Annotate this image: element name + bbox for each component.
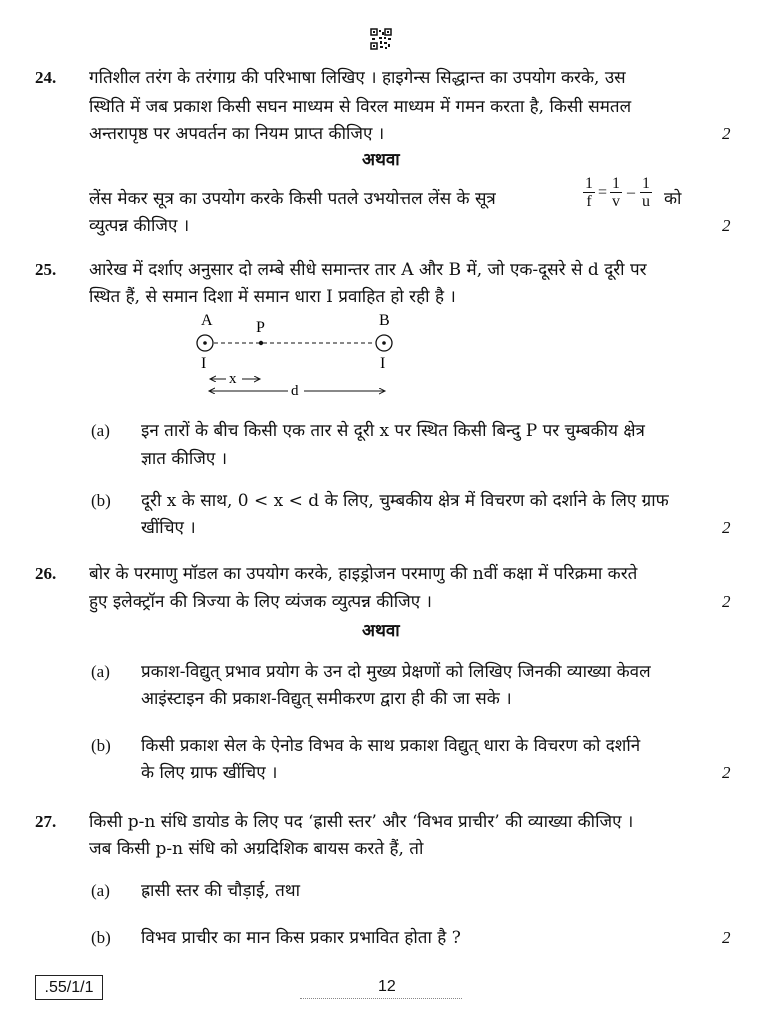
question-text-line: ह्रासी स्तर की चौड़ाई, तथा xyxy=(141,881,301,901)
question-text-line: स्थित हैं, से समान दिशा में समान धारा I प्रवाहित हो रही है । xyxy=(89,287,456,307)
question-text-line: किसी p-n संधि डायोड के लिए पद ‘ह्रासी स्तर’ और ‘विभव प्राचीर’ की व्याख्या कीजिए । xyxy=(89,812,634,832)
subpart-label: (a) xyxy=(91,881,110,900)
question-text-line: किसी प्रकाश सेल के ऐनोड विभव के साथ प्रकाश विद्युत् धारा के विचरण को दर्शाने xyxy=(141,736,641,756)
wire-b-dot xyxy=(382,341,386,345)
formula-operator: = xyxy=(598,183,608,201)
page-number: 12 xyxy=(378,978,396,995)
formula-numerator: 1 xyxy=(642,175,651,192)
marks-label: 2 xyxy=(722,216,731,235)
question-number: 26. xyxy=(35,564,57,583)
wire-a-current-label: I xyxy=(201,355,207,372)
marks-label: 2 xyxy=(722,518,731,537)
marks-label: 2 xyxy=(722,124,731,143)
wire-b-current-label: I xyxy=(380,355,386,372)
formula-denominator: u xyxy=(642,193,651,210)
question-text-line: लेंस मेकर सूत्र का उपयोग करके किसी पतले उभयोत्तल लेंस के सूत्र xyxy=(89,189,496,209)
question-text-line: अन्तरापृष्ठ पर अपवर्तन का नियम प्राप्त कीजिए । xyxy=(89,124,385,144)
or-heading: अथवा xyxy=(362,621,400,641)
question-text-line: हुए इलेक्ट्रॉन की त्रिज्या के लिए व्यंजक व्युत्पन्न कीजिए । xyxy=(89,592,432,612)
marks-label: 2 xyxy=(722,763,731,782)
question-text-line: व्युत्पन्न कीजिए । xyxy=(89,216,190,236)
question-text-line: प्रकाश-विद्युत् प्रभाव प्रयोग के उन दो मुख्य प्रेक्षणों को लिखिए जिनकी व्याख्या केवल xyxy=(141,662,651,682)
wire-b-label: B xyxy=(379,312,390,329)
formula-operator: – xyxy=(627,183,636,201)
question-number: 27. xyxy=(35,812,57,831)
or-heading: अथवा xyxy=(362,150,400,170)
question-text-line: के लिए ग्राफ खींचिए । xyxy=(141,763,278,783)
page-divider xyxy=(300,998,462,999)
question-text-line: आरेख में दर्शाए अनुसार दो लम्बे सीधे समान्तर तार A और B में, जो एक-दूसरे से d दूरी पर xyxy=(89,260,647,280)
question-text-line: इन तारों के बीच किसी एक तार से दूरी x पर स्थित किसी बिन्दु P पर चुम्बकीय क्षेत्र xyxy=(141,421,645,441)
point-p-label: P xyxy=(256,319,265,336)
paper-code-box: .55/1/1 xyxy=(35,975,103,1000)
question-text-line: गतिशील तरंग के तरंगाग्र की परिभाषा लिखिए । हाइगेन्स सिद्धान्त का उपयोग करके, उस xyxy=(89,68,626,88)
point-p-dot xyxy=(259,341,263,345)
question-text-line: जब किसी p-n संधि को अग्रदिशिक बायस करते हैं, तो xyxy=(89,839,424,859)
wire-a-dot xyxy=(203,341,207,345)
d-distance-label: d xyxy=(291,383,299,399)
qr-code-icon xyxy=(370,28,392,50)
question-number: 24. xyxy=(35,68,57,87)
subpart-label: (b) xyxy=(91,928,111,947)
question-text-line: खींचिए । xyxy=(141,518,196,538)
wire-a-label: A xyxy=(201,312,213,329)
question-text-line: आइंस्टाइन की प्रकाश-विद्युत् समीकरण द्वारा ही की जा सके । xyxy=(141,689,512,709)
parallel-wires-diagram xyxy=(180,306,420,402)
question-text-line: ज्ञात कीजिए । xyxy=(141,449,228,469)
marks-label: 2 xyxy=(722,592,731,611)
subpart-label: (a) xyxy=(91,662,110,681)
subpart-label: (b) xyxy=(91,491,111,510)
question-number: 25. xyxy=(35,260,57,279)
formula-numerator: 1 xyxy=(585,175,593,192)
question-text-line: विभव प्राचीर का मान किस प्रकार प्रभावित होता है ? xyxy=(141,928,461,948)
formula-numerator: 1 xyxy=(612,175,621,192)
subpart-label: (b) xyxy=(91,736,111,755)
formula-denominator: v xyxy=(612,193,621,210)
question-text-line: बोर के परमाणु मॉडल का उपयोग करके, हाइड्रोजन परमाणु की nवीं कक्षा में परिक्रमा करते xyxy=(89,564,638,584)
subpart-label: (a) xyxy=(91,421,110,440)
question-text-line: स्थिति में जब प्रकाश किसी सघन माध्यम से विरल माध्यम में गमन करता है, किसी समतल xyxy=(89,97,632,117)
lens-formula xyxy=(581,175,654,210)
formula-denominator: f xyxy=(586,193,592,210)
x-distance-label: x xyxy=(229,371,237,387)
question-text-line: को xyxy=(664,189,682,209)
question-text-line: दूरी x के साथ, 0 < x < d के लिए, चुम्बकीय क्षेत्र में विचरण को दर्शाने के लिए ग्राफ xyxy=(141,491,669,511)
marks-label: 2 xyxy=(722,928,731,947)
